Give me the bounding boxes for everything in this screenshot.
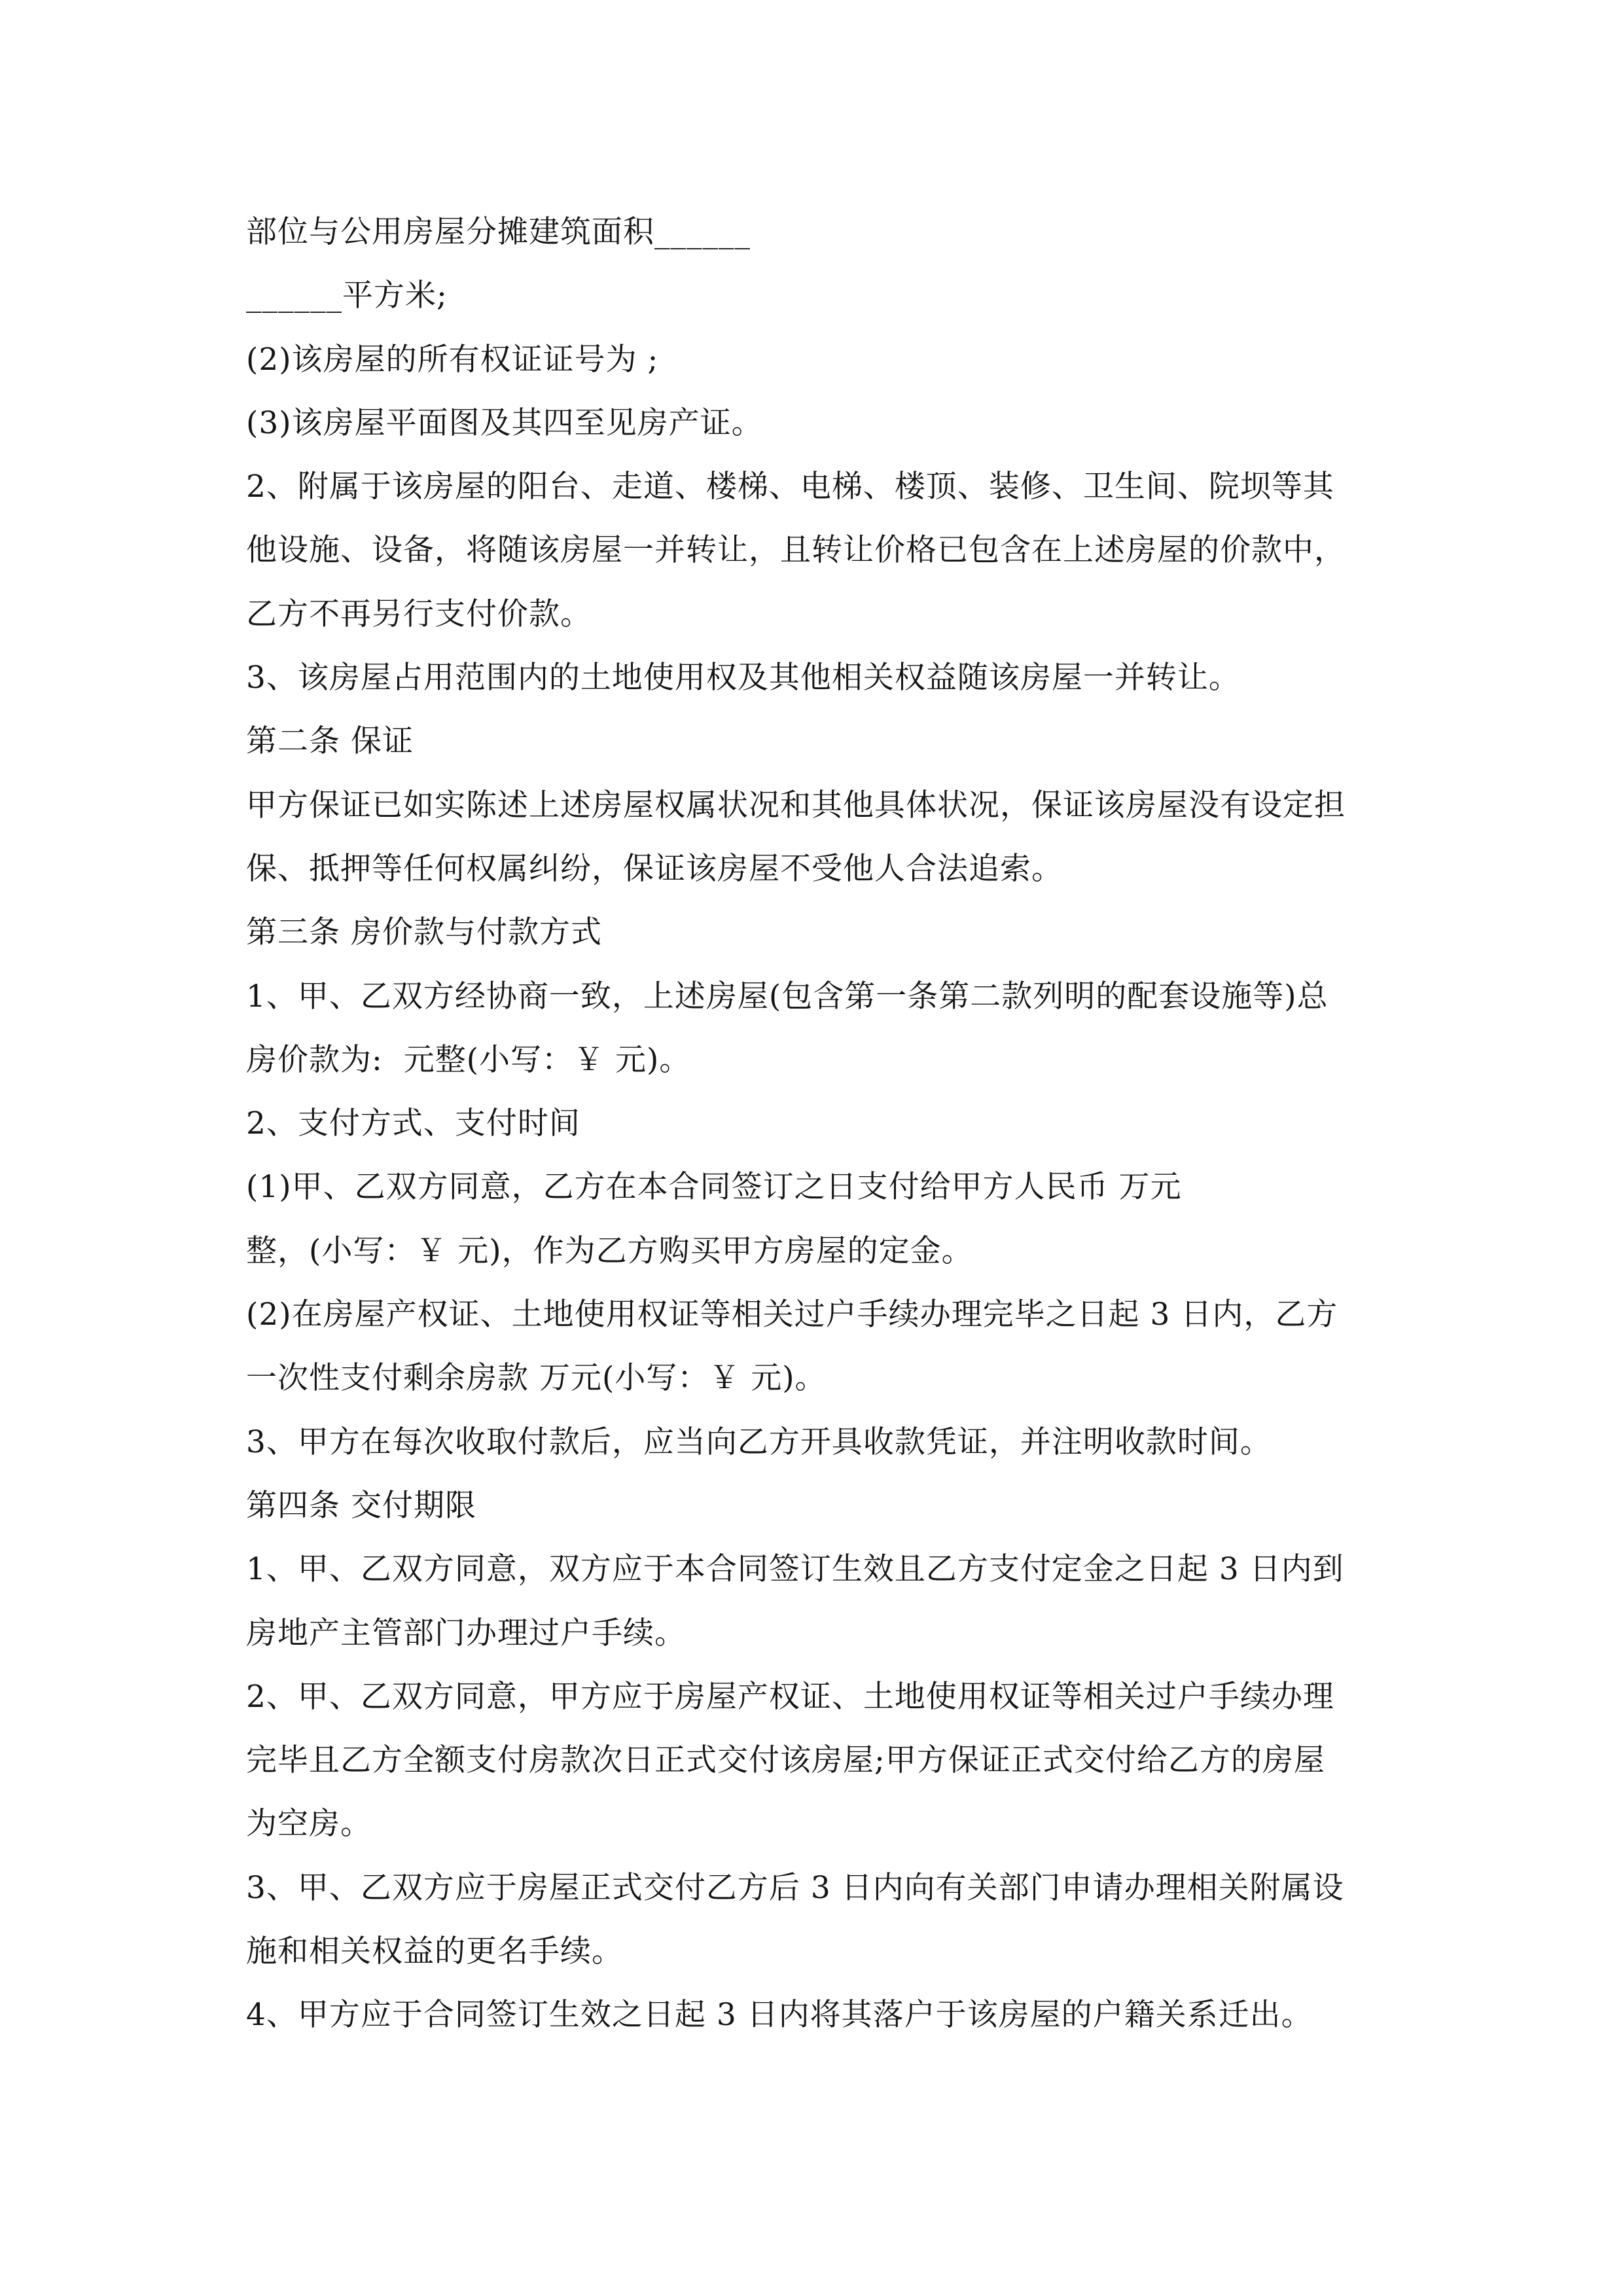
text-line: 4、甲方应于合同签订生效之日起 3 日内将其落户于该房屋的户籍关系迁出。	[246, 1997, 1313, 2034]
text-line: 保、抵押等任何权属纠纷，保证该房屋不受他人合法追索。	[246, 850, 1063, 887]
section-heading: 第四条 交付期限	[246, 1487, 476, 1524]
text-line: 2、附属于该房屋的阳台、走道、楼梯、电梯、楼顶、装修、卫生间、院坝等其	[246, 469, 1334, 505]
text-line: 2、支付方式、支付时间	[246, 1105, 580, 1142]
text-line: 完毕且乙方全额支付房款次日正式交付该房屋;甲方保证正式交付给乙方的房屋	[246, 1742, 1325, 1779]
text-line: 1、甲、乙双方同意，双方应于本合同签订生效且乙方支付定金之日起 3 日内到	[246, 1551, 1344, 1588]
text-line: 整，(小写：￥ 元)，作为乙方购买甲方房屋的定金。	[246, 1232, 973, 1269]
text-line: 2、甲、乙双方同意，甲方应于房屋产权证、土地使用权证等相关过户手续办理	[246, 1678, 1334, 1715]
text-line: (1)甲、乙双方同意，乙方在本合同签订之日支付给甲方人民币 万元	[246, 1169, 1182, 1206]
document-body	[246, 200, 1385, 2047]
text-line: 部位与公用房屋分摊建筑面积______	[246, 214, 751, 250]
text-line: (2)在房屋产权证、土地使用权证等相关过户手续办理完毕之日起 3 日内，乙方	[246, 1297, 1338, 1333]
text-line: 为空房。	[246, 1806, 372, 1842]
text-line: 他设施、设备，将随该房屋一并转让，且转让价格已包含在上述房屋的价款中，	[246, 532, 1346, 569]
text-line: 3、该房屋占用范围内的土地使用权及其他相关权益随该房屋一并转让。	[246, 660, 1240, 696]
section-heading: 第三条 房价款与付款方式	[246, 914, 602, 951]
text-line: 房价款为: 元整(小写：￥ 元)。	[246, 1041, 691, 1078]
text-line: 乙方不再另行支付价款。	[246, 596, 592, 632]
text-line: 房地产主管部门办理过户手续。	[246, 1615, 686, 1651]
text-line: (3)该房屋平面图及其四至见房产证。	[246, 404, 763, 441]
text-line: 施和相关权益的更名手续。	[246, 1933, 623, 1970]
text-line: ______平方米;	[246, 278, 448, 314]
section-heading: 第二条 保证	[246, 723, 414, 760]
text-line: 1、甲、乙双方经协商一致，上述房屋(包含第一条第二款列明的配套设施等)总	[246, 978, 1329, 1014]
text-line: 3、甲方在每次收取付款后，应当向乙方开具收款凭证，并注明收款时间。	[246, 1424, 1272, 1460]
text-line: 甲方保证已如实陈述上述房屋权属状况和其他具体状况，保证该房屋没有设定担	[246, 787, 1346, 823]
text-line: (2)该房屋的所有权证证号为 ;	[246, 341, 659, 378]
text-line: 一次性支付剩余房款 万元(小写：￥ 元)。	[246, 1360, 827, 1397]
text-line: 3、甲、乙双方应于房屋正式交付乙方后 3 日内向有关部门申请办理相关附属设	[246, 1869, 1344, 1906]
